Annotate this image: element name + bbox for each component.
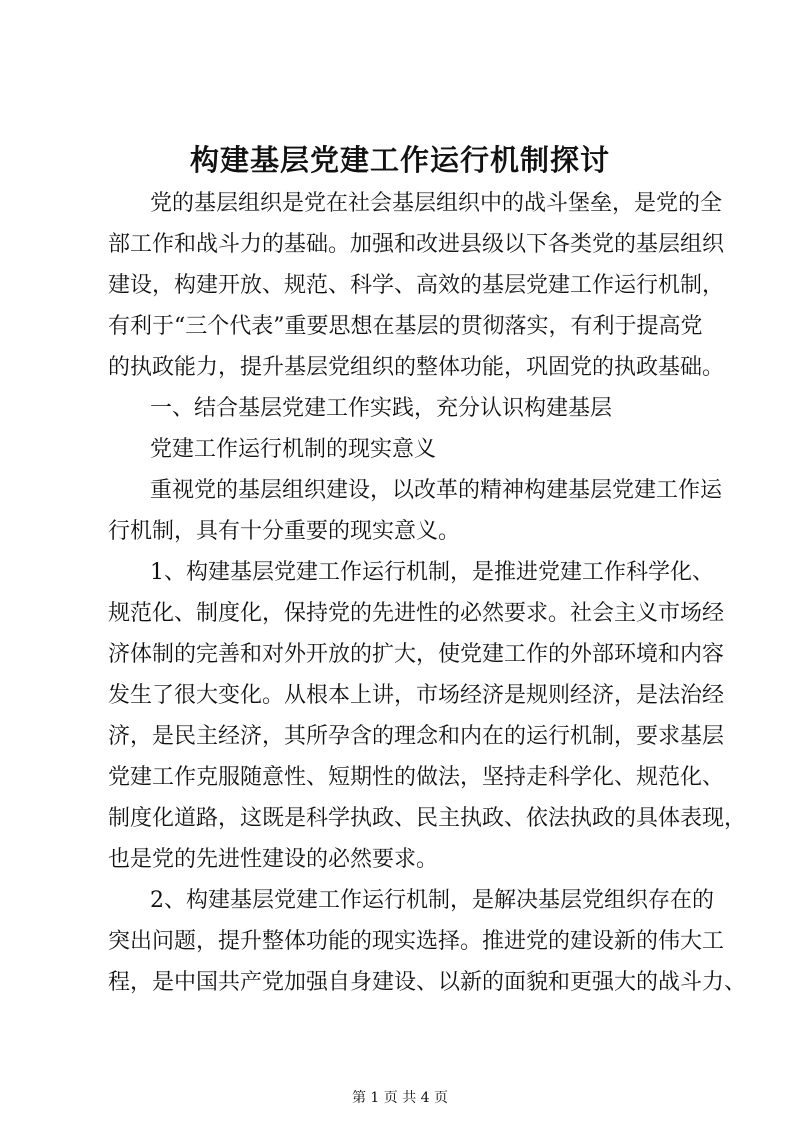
paragraph-line: 济，是民主经济，其所孕含的理念和内在的运行机制，要求基层: [108, 724, 725, 749]
paragraph-line: 部工作和战斗力的基础。加强和改进县级以下各类党的基层组织: [108, 232, 725, 257]
paragraph-line: 济体制的完善和对外开放的扩大，使党建工作的外部环境和内容: [108, 642, 725, 667]
paragraph-line: 1、构建基层党建工作运行机制，是推进党建工作科学化、: [150, 560, 714, 585]
paragraph-line: 党的基层组织是党在社会基层组织中的战斗堡垒，是党的全: [150, 191, 723, 216]
paragraph-line: 行机制，具有十分重要的现实意义。: [108, 519, 461, 544]
paragraph-line: 规范化、制度化，保持党的先进性的必然要求。社会主义市场经: [108, 601, 725, 626]
page-number-footer: 第 1 页 共 4 页: [351, 1090, 449, 1106]
paragraph-line: 制度化道路，这既是科学执政、民主执政、依法执政的具体表现，: [108, 806, 747, 831]
section-heading-line: 一、结合基层党建工作实践，充分认识构建基层: [150, 396, 613, 421]
paragraph-line: 党建工作克服随意性、短期性的做法，坚持走科学化、规范化、: [108, 765, 725, 790]
paragraph-line: 建设，构建开放、规范、科学、高效的基层党建工作运行机制，: [108, 273, 725, 298]
document-title: 构建基层党建工作运行机制探讨: [189, 143, 610, 177]
paragraph-line: 也是党的先进性建设的必然要求。: [108, 847, 439, 872]
paragraph-line: 突出问题，提升整体功能的现实选择。推进党的建设新的伟大工: [108, 929, 725, 954]
paragraph-line: 重视党的基层组织建设，以改革的精神构建基层党建工作运: [150, 478, 723, 503]
paragraph-line: 2、构建基层党建工作运行机制，是解决基层党组织存在的: [150, 888, 714, 913]
paragraph-line: 有利于“三个代表”重要思想在基层的贯彻落实，有利于提高党: [108, 314, 703, 339]
paragraph-line: 程，是中国共产党加强自身建设、以新的面貌和更强大的战斗力、: [108, 970, 747, 995]
section-heading-line: 党建工作运行机制的现实意义: [150, 437, 437, 462]
paragraph-line: 的执政能力，提升基层党组织的整体功能，巩固党的执政基础。: [108, 355, 725, 380]
paragraph-line: 发生了很大变化。从根本上讲，市场经济是规则经济，是法治经: [108, 683, 725, 708]
